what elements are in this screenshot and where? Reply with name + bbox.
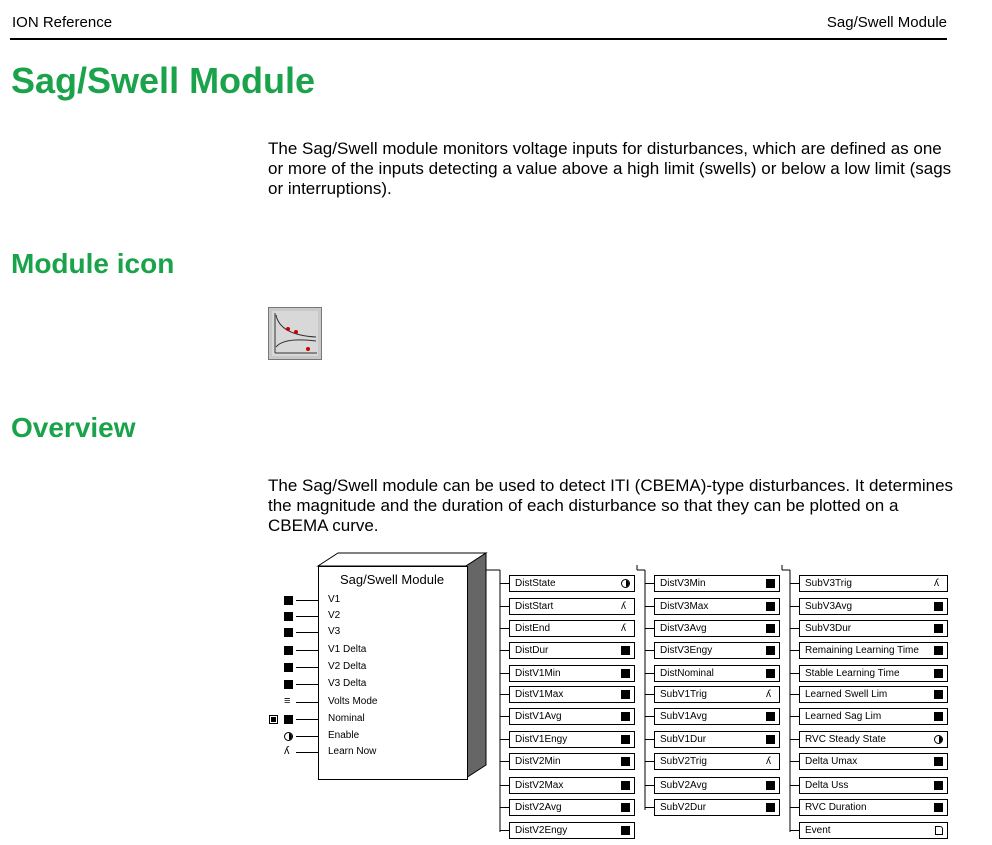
output-register (654, 665, 780, 682)
output-connector (790, 830, 799, 831)
square-icon (284, 628, 293, 637)
output-label: SubV2Trig (660, 756, 707, 767)
half-circle-icon (621, 579, 630, 588)
output-connector (645, 673, 654, 674)
output-label: SubV1Dur (660, 734, 707, 745)
input-label: Volts Mode (328, 696, 378, 707)
output-label: Learned Swell Lim (805, 689, 888, 700)
output-connector (500, 716, 509, 717)
square-icon (766, 712, 775, 721)
output-connector (500, 807, 509, 808)
header-section-title: Sag/Swell Module (826, 14, 947, 31)
output-register (799, 686, 948, 703)
output-connector (500, 650, 509, 651)
square-icon (766, 735, 775, 744)
output-register (799, 822, 948, 839)
output-label: DistV3Min (660, 578, 706, 589)
overview-paragraph: The Sag/Swell module can be used to detect ITI (CBEMA)-type disturbances. It determines the magnitude and the duration of each disturbance so that they can be plotted on a CBEMA curve. (268, 476, 954, 535)
output-connector (790, 716, 799, 717)
square-icon (766, 803, 775, 812)
input-connector (296, 600, 318, 601)
pulse-icon: ʎ (621, 623, 626, 634)
output-label: SubV3Trig (805, 578, 852, 589)
output-connector (790, 739, 799, 740)
input-label: V1 Delta (328, 644, 367, 655)
page-title: Sag/Swell Module (11, 60, 316, 101)
square-icon (621, 757, 630, 766)
output-register (654, 731, 780, 748)
output-label: Learned Sag Lim (805, 711, 882, 722)
output-label: DistEnd (515, 623, 551, 634)
input-connector (296, 684, 318, 685)
output-register (654, 777, 780, 794)
output-label: DistNominal (660, 668, 714, 679)
output-register (654, 620, 780, 637)
output-label: DistState (515, 578, 556, 589)
square-icon (621, 646, 630, 655)
output-register (509, 575, 635, 592)
output-label: DistV2Max (515, 780, 564, 791)
output-connector (645, 628, 654, 629)
square-icon (934, 781, 943, 790)
output-register (509, 620, 635, 637)
output-register (799, 777, 948, 794)
input-connector (296, 736, 318, 737)
output-label: DistStart (515, 601, 554, 612)
output-connector (790, 694, 799, 695)
square-icon (284, 596, 293, 605)
output-label: RVC Steady State (805, 734, 886, 745)
intro-paragraph: The Sag/Swell module monitors voltage inputs for disturbances, which are defined as one or more of the inputs detecting a value above a high limit (swells) or below a low limit (sags or interruptions). (268, 139, 952, 198)
square-icon (621, 803, 630, 812)
output-register (509, 598, 635, 615)
output-register (654, 575, 780, 592)
output-register (799, 598, 948, 615)
output-register (509, 731, 635, 748)
square-icon (766, 781, 775, 790)
output-connector (500, 606, 509, 607)
pulse-icon: ʎ (766, 689, 771, 700)
output-register (654, 753, 780, 770)
lines-icon: ≡ (284, 695, 291, 707)
output-connector (645, 650, 654, 651)
square-icon (284, 680, 293, 689)
header-doc-title: ION Reference (12, 14, 113, 31)
output-register (799, 708, 948, 725)
output-label: DistV1Min (515, 668, 561, 679)
output-connector (500, 785, 509, 786)
output-register (509, 665, 635, 682)
output-label: Delta Umax (805, 756, 858, 767)
square-icon (621, 669, 630, 678)
output-register (509, 753, 635, 770)
output-connector (645, 716, 654, 717)
square-icon (621, 712, 630, 721)
input-label: V1 (328, 594, 341, 605)
input-label: V2 Delta (328, 661, 367, 672)
input-label: V3 (328, 626, 341, 637)
square-icon (934, 624, 943, 633)
square-icon (934, 646, 943, 655)
output-label: DistV2Engy (515, 825, 568, 836)
square-icon (621, 735, 630, 744)
output-register (799, 642, 948, 659)
output-label: Event (805, 825, 831, 836)
input-label: Nominal (328, 713, 365, 724)
output-register (509, 822, 635, 839)
output-register (654, 799, 780, 816)
output-register (799, 731, 948, 748)
output-connector (790, 583, 799, 584)
half-circle-icon (934, 735, 943, 744)
input-connector (296, 650, 318, 651)
output-connector (645, 606, 654, 607)
input-label: Enable (328, 730, 360, 741)
output-register (799, 665, 948, 682)
output-connector (645, 807, 654, 808)
square-icon (934, 757, 943, 766)
square-icon (284, 663, 293, 672)
square-icon (934, 669, 943, 678)
input-label: V3 Delta (328, 678, 367, 689)
output-label: SubV2Avg (660, 780, 708, 791)
output-connector (790, 807, 799, 808)
output-label: DistV3Avg (660, 623, 707, 634)
output-register (654, 642, 780, 659)
output-label: RVC Duration (805, 802, 867, 813)
input-connector (296, 616, 318, 617)
input-label: Learn Now (328, 746, 377, 757)
output-label: DistV1Engy (515, 734, 568, 745)
square-icon (621, 690, 630, 699)
section-heading-overview: Overview (11, 412, 136, 443)
square-icon (934, 803, 943, 812)
square-icon (766, 579, 775, 588)
input-connector (296, 702, 318, 703)
output-label: Remaining Learning Time (805, 645, 919, 656)
output-label: DistV1Avg (515, 711, 562, 722)
pulse-icon: ʎ (621, 601, 626, 612)
output-connector (500, 628, 509, 629)
input-label: V2 (328, 610, 341, 621)
square-icon (766, 624, 775, 633)
output-connector (500, 739, 509, 740)
output-label: SubV3Dur (805, 623, 852, 634)
pulse-icon: ʎ (284, 745, 290, 757)
output-register (799, 575, 948, 592)
section-heading-module-icon: Module icon (11, 248, 175, 279)
square-icon (621, 826, 630, 835)
output-register (799, 799, 948, 816)
output-connector (500, 694, 509, 695)
output-register (799, 753, 948, 770)
square-icon (284, 715, 293, 724)
square-icon (766, 602, 775, 611)
output-connector (500, 830, 509, 831)
output-connector (790, 628, 799, 629)
output-register (654, 708, 780, 725)
output-label: Delta Uss (805, 780, 849, 791)
output-register (654, 686, 780, 703)
input-connector (296, 667, 318, 668)
output-label: DistV3Max (660, 601, 709, 612)
output-connector (790, 785, 799, 786)
input-connector (296, 719, 318, 720)
square-icon (284, 612, 293, 621)
module-name: Sag/Swell Module (340, 572, 445, 587)
output-connector (500, 583, 509, 584)
output-connector (645, 583, 654, 584)
output-connector (500, 761, 509, 762)
pulse-icon: ʎ (766, 756, 771, 767)
output-label: Stable Learning Time (805, 668, 900, 679)
output-register (654, 598, 780, 615)
output-connector (645, 761, 654, 762)
register-icon (269, 715, 278, 724)
output-register (509, 708, 635, 725)
output-connector (645, 785, 654, 786)
output-label: SubV2Dur (660, 802, 707, 813)
square-icon (766, 646, 775, 655)
square-icon (766, 669, 775, 678)
output-connector (645, 739, 654, 740)
document-icon (935, 826, 943, 835)
output-register (509, 799, 635, 816)
output-label: DistV2Min (515, 756, 561, 767)
output-register (509, 777, 635, 794)
square-icon (934, 690, 943, 699)
output-label: DistV1Max (515, 689, 564, 700)
input-connector (296, 632, 318, 633)
half-circle-icon (284, 732, 293, 741)
output-label: DistV3Engy (660, 645, 713, 656)
input-connector (296, 752, 318, 753)
output-connector (500, 673, 509, 674)
output-connector (790, 673, 799, 674)
square-icon (934, 602, 943, 611)
output-connector (790, 761, 799, 762)
output-label: SubV1Avg (660, 711, 708, 722)
square-icon (621, 781, 630, 790)
output-label: SubV1Trig (660, 689, 707, 700)
output-register (799, 620, 948, 637)
output-label: SubV3Avg (805, 601, 853, 612)
square-icon (934, 712, 943, 721)
output-connector (790, 650, 799, 651)
output-register (509, 642, 635, 659)
output-connector (645, 694, 654, 695)
output-label: DistV2Avg (515, 802, 562, 813)
output-connector (790, 606, 799, 607)
output-register (509, 686, 635, 703)
output-label: DistDur (515, 645, 549, 656)
pulse-icon: ʎ (934, 578, 939, 589)
square-icon (284, 646, 293, 655)
